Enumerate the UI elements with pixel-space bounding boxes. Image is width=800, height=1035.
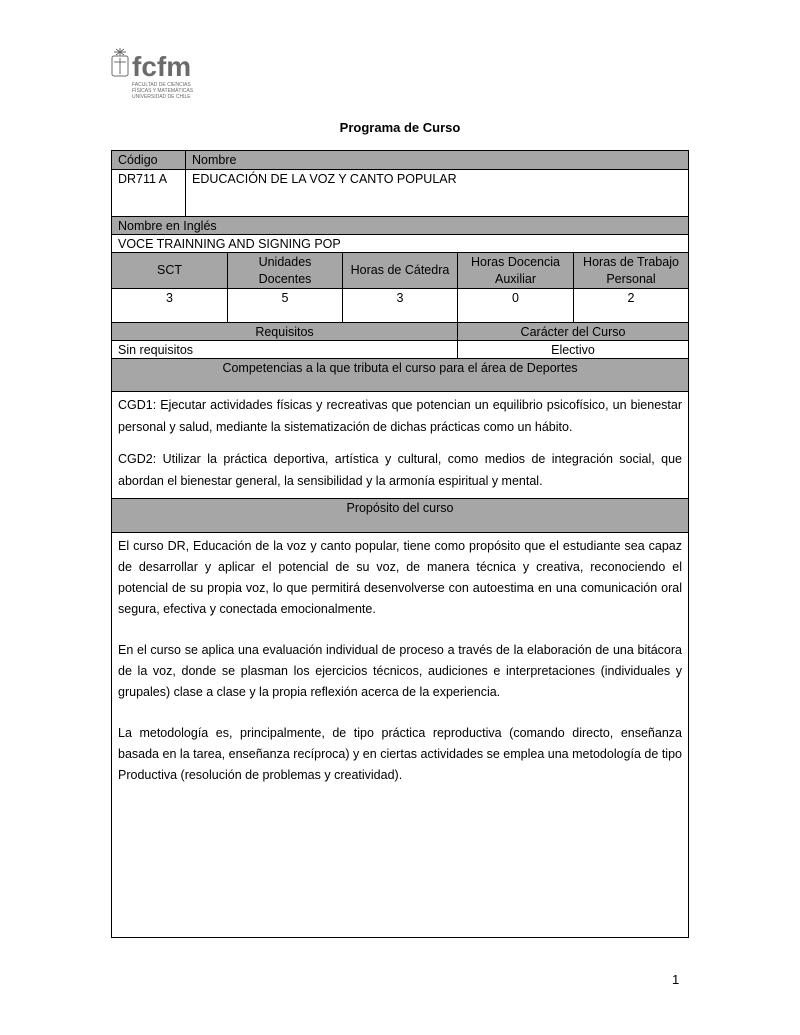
hours-value-auxiliary: 0	[458, 289, 574, 322]
purpose-paragraph: La metodología es, principalmente, de tipo práctica reproductiva (comando directo, enseñanza basada en la tarea, enseñanza recíproca) y en ciertas actividades se emplea una metodología de tipo Productiva (resolución de problemas y creatividad).	[118, 726, 682, 782]
course-name: EDUCACIÓN DE LA VOZ Y CANTO POPULAR	[192, 172, 457, 186]
logo-subtitle-3: UNIVERSIDAD DE CHILE	[132, 94, 191, 100]
hours-header-sct: SCT	[112, 253, 228, 288]
competencies-body	[112, 392, 688, 498]
hours-header-personal: Horas de Trabajo Personal	[583, 254, 679, 286]
english-name-label: Nombre en Inglés	[118, 219, 217, 233]
english-name-value: VOCE TRAINNING AND SIGNING POP	[118, 237, 341, 251]
character-label: Carácter del Curso	[520, 325, 626, 339]
logo-wordmark: fcfm	[132, 51, 192, 82]
english-name-header-row	[112, 217, 688, 235]
competency-item: CGD1: Ejecutar actividades físicas y recreativas que potencian un equilibrio psicofísico, un bienestar personal y salud, mediante la sistematización de dichas prácticas como un hábito.	[118, 398, 682, 434]
page-number: 1	[672, 972, 680, 987]
course-program-table	[111, 150, 689, 938]
requirements-label: Requisitos	[112, 323, 458, 340]
hours-header-lecture: Horas de Cátedra	[343, 253, 458, 288]
code-name-value-row	[112, 170, 688, 217]
code-name-header-row	[112, 151, 688, 170]
english-name-value-row	[112, 235, 688, 253]
name-label: Nombre	[186, 151, 688, 169]
purpose-header-row	[112, 499, 688, 533]
requirements-value: Sin requisitos	[112, 341, 458, 358]
competencies-body-row	[112, 392, 688, 499]
logo-subtitle-2: FÍSICAS Y MATEMÁTICAS	[132, 88, 194, 94]
code-label: Código	[112, 151, 186, 169]
purpose-paragraph: En el curso se aplica una evaluación individual de proceso a través de la elaboración de una bitácora de la voz, donde se plasman los ejercicios técnicos, audiciones e interpretaciones (individuales y grupales) clase a clase y la propia reflexión acerca de la experiencia.	[118, 643, 682, 699]
purpose-body	[112, 533, 688, 937]
hours-value-row	[112, 289, 688, 323]
requirements-value-row	[112, 341, 688, 359]
page-title: Programa de Curso	[339, 120, 461, 135]
purpose-paragraph: El curso DR, Educación de la voz y canto popular, tiene como propósito que el estudiante sea capaz de desarrollar y aplicar el potencial de su voz, de manera técnica y creativa, reconociendo el potencial de su propia voz, lo que permitirá desenvolverse con autoestima en una comunicación oral segura, efectiva y conectada emocionalmente.	[118, 539, 682, 616]
competency-item: CGD2: Utilizar la práctica deportiva, artística y cultural, como medios de integración social, que abordan el bienestar general, la sensibilidad y la armonía espiritual y mental.	[118, 452, 682, 488]
hours-header-auxiliary: Horas Docencia Auxiliar	[458, 253, 574, 288]
course-code: DR711 A	[112, 170, 186, 216]
competencies-header-row	[112, 359, 688, 392]
hours-value-personal: 2	[627, 291, 635, 305]
logo-subtitle-1: FACULTAD DE CIENCIAS	[132, 82, 191, 88]
purpose-body-row	[112, 533, 688, 937]
hours-value-sct: 3	[112, 289, 228, 322]
competencies-heading: Competencias a la que tributa el curso para el área de Deportes	[222, 361, 578, 375]
university-crest-icon	[112, 48, 128, 76]
hours-value-units: 5	[228, 289, 343, 322]
requirements-header-row	[112, 323, 688, 341]
purpose-heading: Propósito del curso	[346, 501, 454, 515]
hours-header-units: Unidades Docentes	[228, 253, 343, 288]
fcfm-logo	[108, 44, 200, 102]
character-value: Electivo	[551, 343, 595, 357]
hours-header-row	[112, 253, 688, 289]
hours-value-lecture: 3	[343, 289, 458, 322]
